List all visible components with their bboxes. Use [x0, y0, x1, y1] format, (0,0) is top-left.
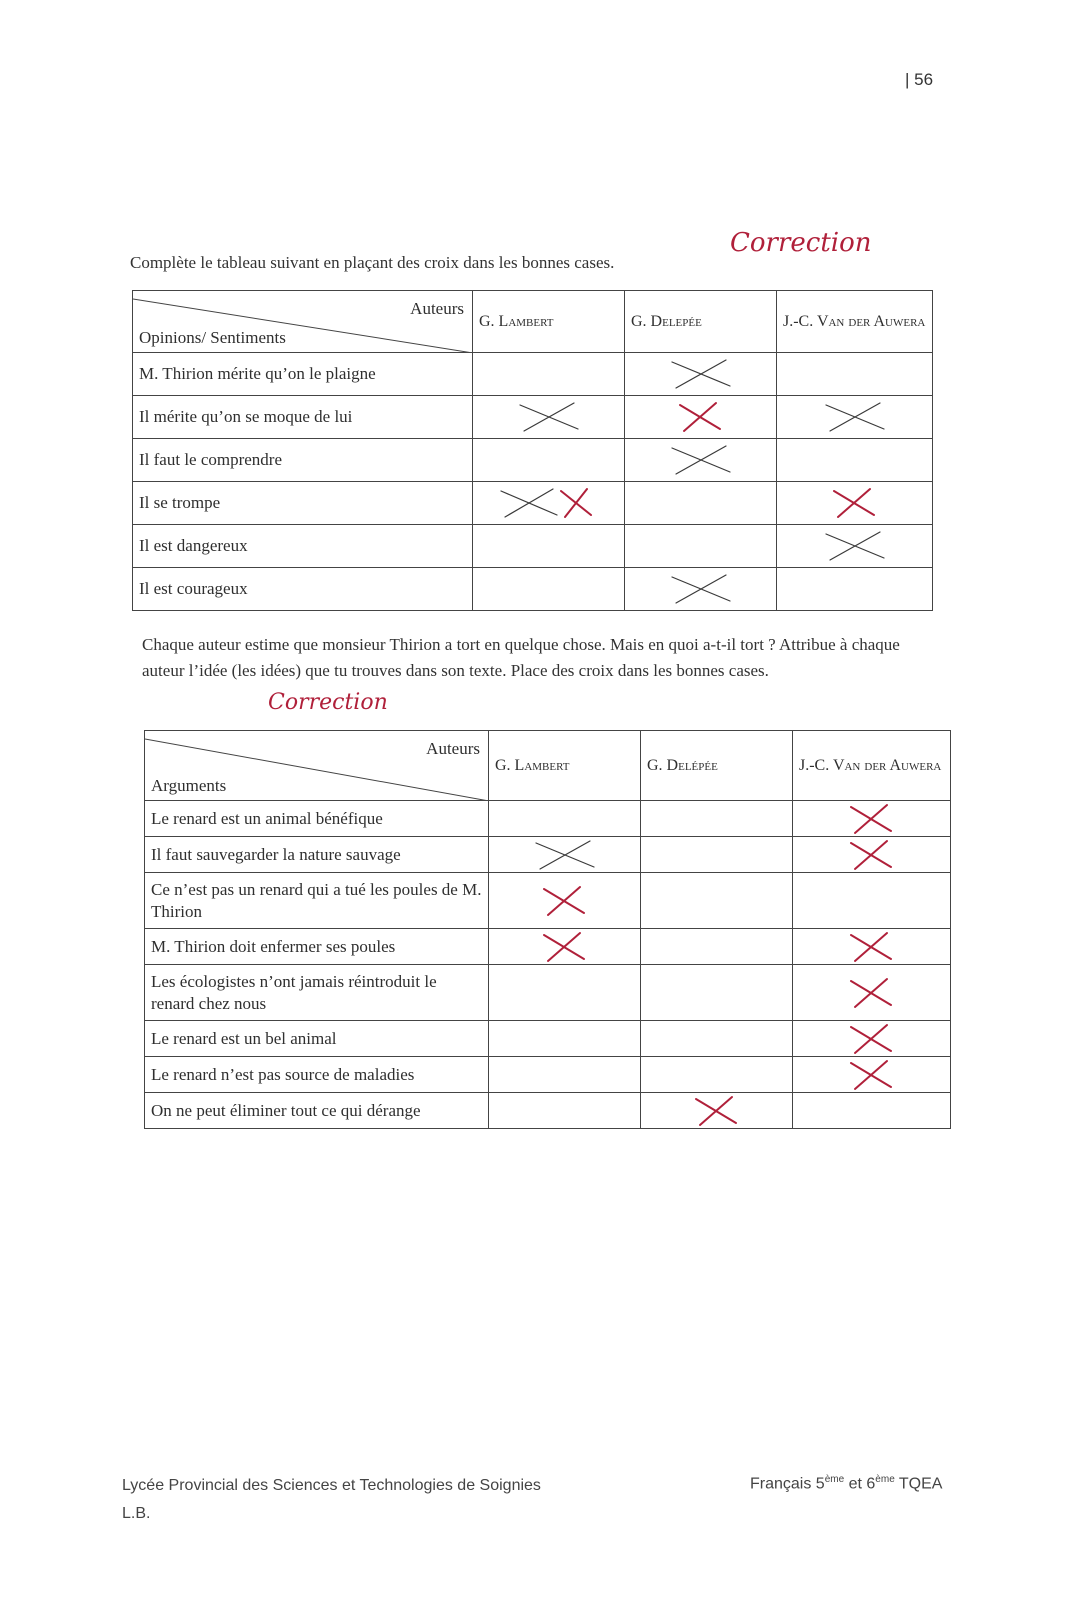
- check-cell[interactable]: [489, 1093, 641, 1129]
- cross-mark-icon: [837, 975, 907, 1011]
- row-label: Il est courageux: [133, 568, 473, 611]
- check-cell[interactable]: [641, 929, 793, 965]
- check-cell[interactable]: [777, 525, 933, 568]
- header-corner-cell: [145, 731, 489, 801]
- row-label: Le renard est un bel animal: [145, 1021, 489, 1057]
- check-cell[interactable]: [793, 1093, 951, 1129]
- header-opinions-label: Opinions/ Sentiments: [139, 328, 286, 347]
- cross-mark-icon: [837, 929, 907, 965]
- check-cell[interactable]: [473, 396, 625, 439]
- table-header-row: [133, 291, 933, 353]
- row-label: M. Thirion doit enfermer ses poules: [145, 929, 489, 965]
- check-cell[interactable]: [641, 837, 793, 873]
- check-cell[interactable]: [641, 873, 793, 929]
- footer-school: Lycée Provincial des Sciences et Technologies de Soignies: [122, 1477, 541, 1494]
- check-cell[interactable]: [489, 929, 641, 965]
- course-text: Français 5: [750, 1475, 825, 1493]
- cross-mark-icon: [820, 399, 890, 435]
- check-cell[interactable]: [793, 1057, 951, 1093]
- header-authors-label: Auteurs: [426, 739, 480, 758]
- table-row: [133, 439, 933, 482]
- course-sup: ème: [824, 1474, 845, 1485]
- cross-mark-icon: [666, 399, 736, 435]
- check-cell[interactable]: [489, 837, 641, 873]
- author-header-van-der-auwera: J.-C. Van der Auwera: [777, 291, 933, 353]
- check-cell[interactable]: [793, 1021, 951, 1057]
- instruction-1: Complète le tableau suivant en plaçant des croix dans les bonnes cases.: [130, 253, 615, 272]
- check-cell[interactable]: [489, 801, 641, 837]
- cross-mark-icon: [499, 485, 599, 521]
- page-number: | 56: [905, 70, 934, 89]
- table-row: [133, 568, 933, 611]
- check-cell[interactable]: [473, 482, 625, 525]
- cross-mark-icon: [666, 356, 736, 392]
- row-label: Il est dangereux: [133, 525, 473, 568]
- cross-mark-icon: [837, 1021, 907, 1057]
- table-row: [133, 525, 933, 568]
- correction-annotation-2: Correction: [268, 690, 388, 715]
- check-cell[interactable]: [473, 439, 625, 482]
- check-cell[interactable]: [777, 439, 933, 482]
- course-text: TQEA: [894, 1475, 943, 1493]
- check-cell[interactable]: [473, 353, 625, 396]
- cross-mark-icon: [514, 399, 584, 435]
- arguments-table: [144, 730, 951, 1129]
- row-label: Il faut sauvegarder la nature sauvage: [145, 837, 489, 873]
- row-label: Il faut le comprendre: [133, 439, 473, 482]
- check-cell[interactable]: [641, 1021, 793, 1057]
- check-cell[interactable]: [641, 1093, 793, 1129]
- check-cell[interactable]: [641, 965, 793, 1021]
- author-header-delepee: G. Delepée: [625, 291, 777, 353]
- check-cell[interactable]: [625, 568, 777, 611]
- table-row: [145, 929, 951, 965]
- table-row: [145, 873, 951, 929]
- table-row: [145, 837, 951, 873]
- cross-mark-icon: [837, 1057, 907, 1093]
- check-cell[interactable]: [793, 873, 951, 929]
- cross-mark-icon: [837, 837, 907, 873]
- cross-mark-icon: [820, 485, 890, 521]
- footer-initials: L.B.: [122, 1505, 151, 1522]
- course-text: et 6: [844, 1475, 876, 1493]
- row-label: Ce n’est pas un renard qui a tué les poules de M. Thirion: [145, 873, 489, 929]
- check-cell[interactable]: [625, 482, 777, 525]
- cross-mark-icon: [666, 442, 736, 478]
- author-header-van-der-auwera: J.-C. Van der Auwera: [793, 731, 951, 801]
- row-label: Le renard n’est pas source de maladies: [145, 1057, 489, 1093]
- table-row: [145, 1057, 951, 1093]
- check-cell[interactable]: [473, 568, 625, 611]
- check-cell[interactable]: [489, 1021, 641, 1057]
- row-label: M. Thirion mérite qu’on le plaigne: [133, 353, 473, 396]
- correction-annotation-1: Correction: [730, 228, 872, 258]
- table-row: [133, 482, 933, 525]
- check-cell[interactable]: [473, 525, 625, 568]
- instruction-2: Chaque auteur estime que monsieur Thirion a tort en quelque chose. Mais en quoi a-t-il tort ? Attribue à chaque auteur l’idée (les idées) que tu trouves dans son texte. Place des croix dans les bonnes cases.: [142, 635, 900, 680]
- check-cell[interactable]: [625, 396, 777, 439]
- check-cell[interactable]: [777, 353, 933, 396]
- header-authors-label: Auteurs: [410, 299, 464, 318]
- check-cell[interactable]: [489, 873, 641, 929]
- row-label: Il mérite qu’on se moque de lui: [133, 396, 473, 439]
- table-header-row: [145, 731, 951, 801]
- header-corner-cell: [133, 291, 473, 353]
- table-row: [145, 1093, 951, 1129]
- opinions-table: [132, 290, 933, 611]
- check-cell[interactable]: [625, 353, 777, 396]
- check-cell[interactable]: [489, 1057, 641, 1093]
- check-cell[interactable]: [793, 837, 951, 873]
- row-label: Les écologistes n’ont jamais réintroduit le renard chez nous: [145, 965, 489, 1021]
- header-arguments-label: Arguments: [151, 776, 227, 795]
- table-row: [145, 801, 951, 837]
- cross-mark-icon: [820, 528, 890, 564]
- cross-mark-icon: [666, 571, 736, 607]
- check-cell[interactable]: [777, 396, 933, 439]
- author-header-lambert: G. Lambert: [489, 731, 641, 801]
- footer-course: [750, 1466, 942, 1498]
- check-cell[interactable]: [625, 439, 777, 482]
- check-cell[interactable]: [793, 929, 951, 965]
- row-label: On ne peut éliminer tout ce qui dérange: [145, 1093, 489, 1129]
- cross-mark-icon: [837, 801, 907, 837]
- row-label: Le renard est un animal bénéfique: [145, 801, 489, 837]
- cross-mark-icon: [530, 883, 600, 919]
- footer-left: [122, 1472, 541, 1528]
- check-cell[interactable]: [489, 965, 641, 1021]
- cross-mark-icon: [682, 1093, 752, 1129]
- check-cell[interactable]: [793, 965, 951, 1021]
- table-row: [133, 396, 933, 439]
- table-row: [145, 1021, 951, 1057]
- check-cell[interactable]: [777, 568, 933, 611]
- check-cell[interactable]: [625, 525, 777, 568]
- cross-mark-icon: [530, 929, 600, 965]
- check-cell[interactable]: [777, 482, 933, 525]
- course-sup: ème: [875, 1474, 895, 1485]
- row-label: Il se trompe: [133, 482, 473, 525]
- check-cell[interactable]: [641, 801, 793, 837]
- check-cell[interactable]: [641, 1057, 793, 1093]
- table-row: [145, 965, 951, 1021]
- author-header-delepee: G. Delépée: [641, 731, 793, 801]
- check-cell[interactable]: [793, 801, 951, 837]
- table-row: [133, 353, 933, 396]
- author-header-lambert: G. Lambert: [473, 291, 625, 353]
- cross-mark-icon: [530, 837, 600, 873]
